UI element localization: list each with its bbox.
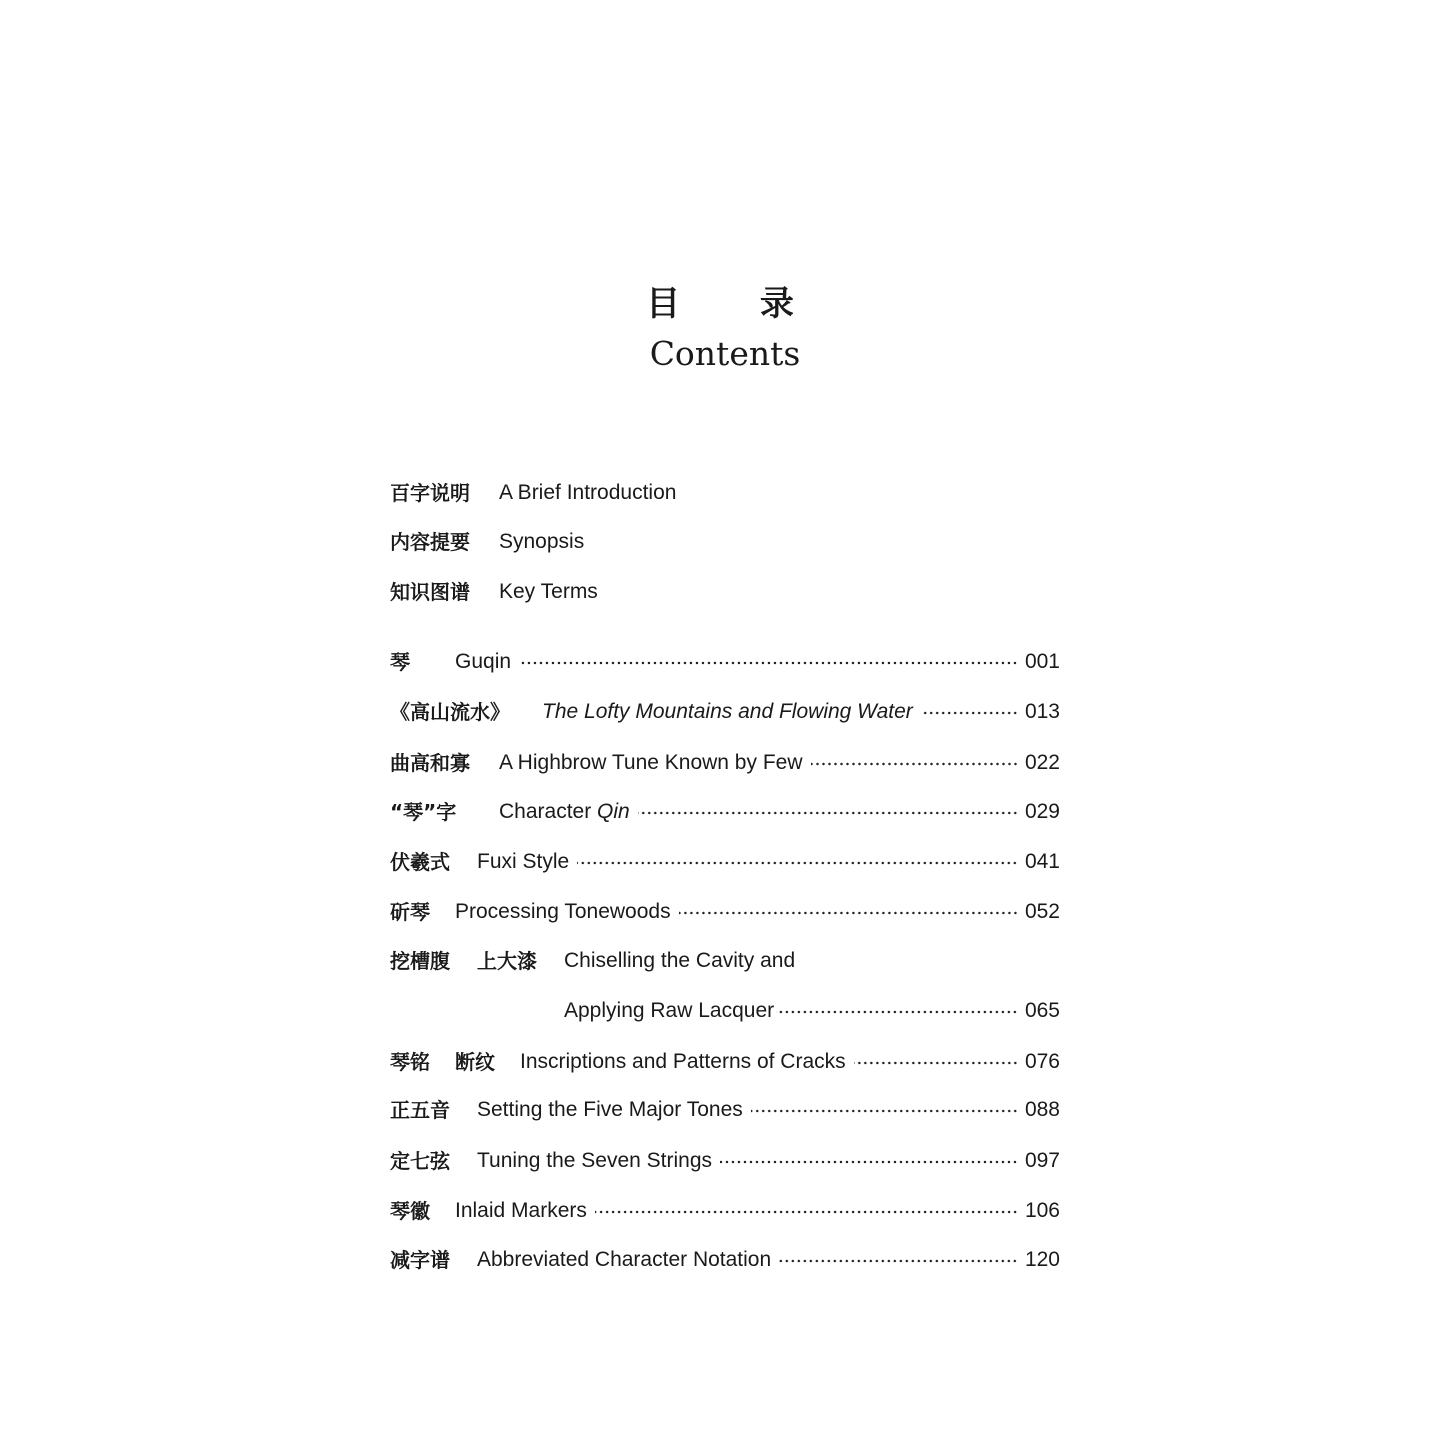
toc-cn-label: 琴 [390,650,410,674]
toc-entry-inlaid-markers[interactable] [390,1196,1060,1226]
toc-entry-seven-strings[interactable] [390,1146,1060,1176]
toc-cn-label: 正五音 [390,1098,450,1122]
toc-entry-processing-tonewoods[interactable] [390,897,1060,927]
toc-cn-label: 伏羲式 [390,850,450,874]
toc-page-number: 097 [1024,1149,1060,1172]
toc-page-number: 013 [1024,700,1060,723]
toc-cn-label-2: 断纹 [455,1050,495,1074]
toc-en-label: Inlaid Markers [455,1199,587,1222]
dot-leader [720,1160,1018,1164]
dot-leader [751,1109,1018,1113]
page-title-en: Contents [649,334,801,373]
toc-en-label: Fuxi Style [477,850,570,873]
dot-leader [595,1210,1018,1214]
toc-en-label: Chiselling the Cavity and [564,949,796,972]
dot-leader [854,1061,1018,1065]
toc-cn-label: 斫琴 [390,900,430,924]
dot-leader [779,1259,1018,1263]
toc-cn-label: 挖槽腹 [390,949,450,973]
toc-en-label: Tuning the Seven Strings [477,1149,713,1172]
toc-en-label: Key Terms [499,580,598,603]
toc-entry-synopsis[interactable] [390,527,1060,557]
toc-en-italic: Qin [597,800,630,823]
toc-cn-label: 《高山流水》 [390,700,510,724]
toc-en-label: Processing Tonewoods [455,900,671,923]
toc-cn-label: 减字谱 [390,1248,450,1272]
dot-leader [776,1010,1018,1014]
dot-leader [921,711,1018,715]
toc-cn-label: 琴徽 [390,1199,430,1223]
dot-leader [519,661,1018,665]
toc-entry-fuxi-style[interactable] [390,847,1060,877]
toc-page-number: 001 [1024,650,1060,673]
toc-cn-label: 知识图谱 [390,580,470,604]
toc-entry-inscriptions[interactable] [390,1047,1060,1077]
dot-leader [638,811,1018,815]
toc-entry-notation[interactable] [390,1245,1060,1275]
toc-entry-five-tones[interactable] [390,1095,1060,1125]
toc-page-number: 022 [1024,751,1060,774]
toc-en-label: The Lofty Mountains and Flowing Water [542,700,913,723]
toc-page-number: 029 [1024,800,1060,823]
toc-cn-label: 曲高和寡 [390,751,470,775]
toc-cn-label-2: 上大漆 [477,949,537,973]
toc-en-label: A Brief Introduction [499,481,677,504]
toc-en-label: Synopsis [499,530,585,553]
toc-en-label: A Highbrow Tune Known by Few [499,751,803,774]
toc-page-number: 088 [1024,1098,1060,1121]
toc-en-label: Abbreviated Character Notation [477,1248,772,1271]
toc-en-label: Guqin [455,650,512,673]
toc-entry-key-terms[interactable] [390,577,1060,607]
toc-entry-intro[interactable] [390,478,1060,508]
toc-entry-chiselling-cont[interactable] [564,996,1060,1026]
toc-cn-label: 内容提要 [390,530,470,554]
toc-en-label: Character [499,800,598,823]
toc-cn-label: 百字说明 [390,481,470,505]
toc-entry-character-qin[interactable] [390,797,1060,827]
toc-entry-highbrow-tune[interactable] [390,748,1060,778]
toc-cn-label: 定七弦 [390,1149,450,1173]
toc-en-label: Setting the Five Major Tones [477,1098,743,1121]
toc-page-number: 106 [1024,1199,1060,1222]
dot-leader [679,911,1018,915]
toc-page-number: 041 [1024,850,1060,873]
toc-page-number: 065 [1024,999,1060,1022]
dot-leader [577,861,1018,865]
toc-entry-guqin[interactable] [390,647,1060,677]
page-title-cn: 目 录 [646,284,828,324]
toc-entry-lofty-mountains[interactable] [390,697,1060,727]
dot-leader [811,762,1019,766]
toc-page-number: 120 [1024,1248,1060,1271]
toc-page-number: 052 [1024,900,1060,923]
toc-en-label: Inscriptions and Patterns of Cracks [520,1050,846,1073]
toc-cn-label: 琴铭 [390,1050,430,1074]
toc-entry-chiselling[interactable] [390,946,1060,976]
toc-cn-label: “琴”字 [390,800,457,824]
toc-page-number: 076 [1024,1050,1060,1073]
toc-en-label-cont: Applying Raw Lacquer [564,999,775,1022]
